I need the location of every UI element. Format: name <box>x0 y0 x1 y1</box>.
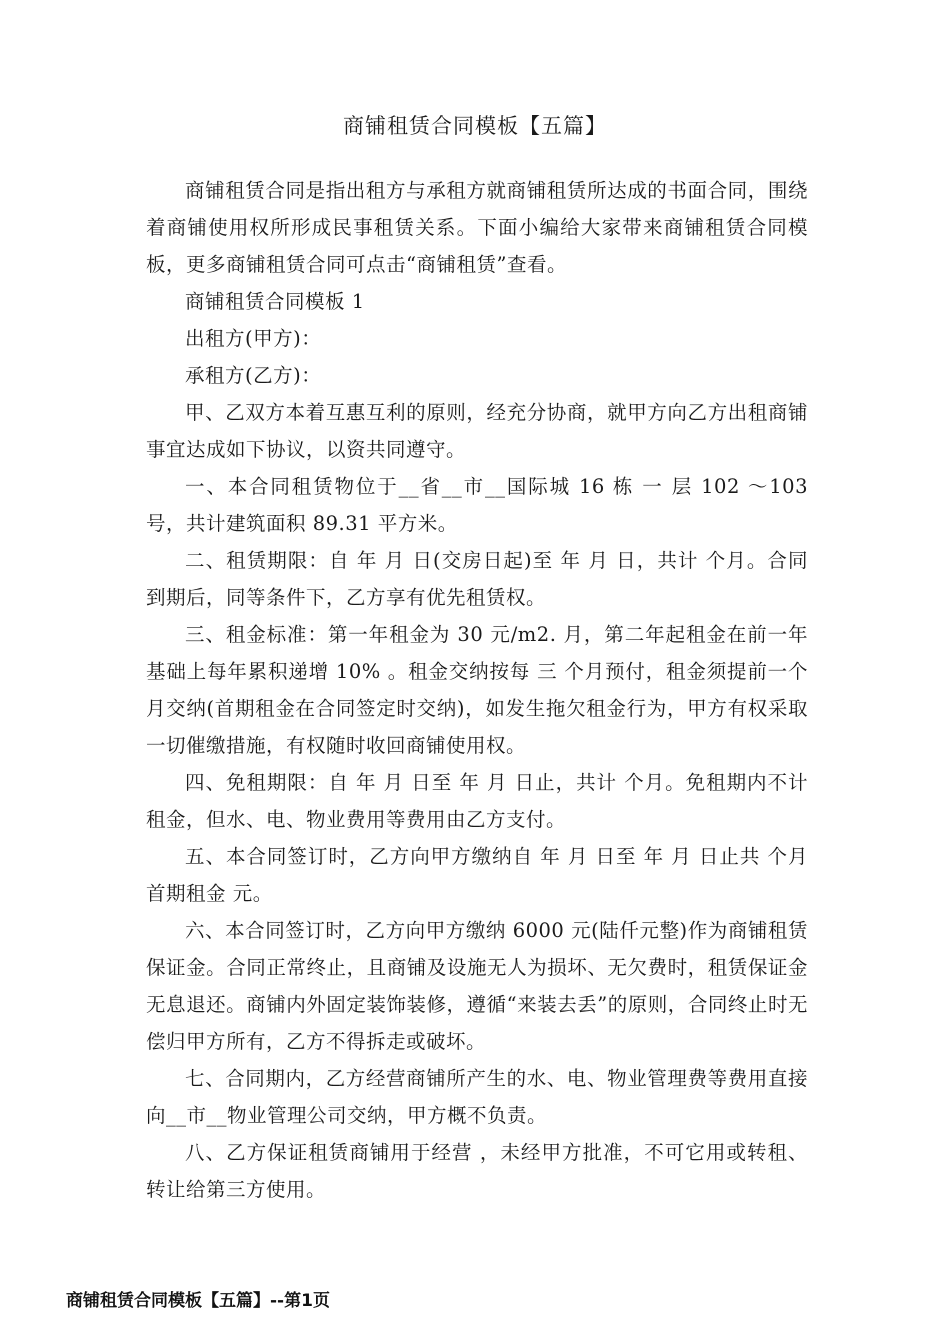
paragraph-lessor: 出租方(甲方)： <box>185 327 322 350</box>
paragraph-clause-5: 五、本合同签订时，乙方向甲方缴纳自 年 月 日至 年 月 日止共 个月首期租金 元。 <box>146 845 808 905</box>
paragraph-clause-2: 二、租赁期限：自 年 月 日(交房日起)至 年 月 日，共计 个月。合同到期后，同等条件下，乙方享有优先租赁权。 <box>146 549 808 609</box>
paragraph-preamble: 甲、乙双方本着互惠互利的原则，经充分协商，就甲方向乙方出租商铺事宜达成如下协议，以资共同遵守。 <box>146 401 808 461</box>
paragraph-template-heading: 商铺租赁合同模板 1 <box>185 290 365 313</box>
paragraph-clause-3: 三、租金标准：第一年租金为 30 元/m2. 月，第二年起租金在前一年基础上每年累积递增 10% 。租金交纳按每 三 个月预付，租金须提前一个月交纳(首期租金在合同签定时交纳)，如发生拖欠租金行为，甲方有权采取一切催缴措施，有权随时收回商铺使用权。 <box>146 623 808 757</box>
paragraph-lessee: 承租方(乙方)： <box>185 364 322 387</box>
document-body <box>146 172 808 1208</box>
paragraph-clause-8: 八、乙方保证租赁商铺用于经营 ，未经甲方批准，不可它用或转租、转让给第三方使用。 <box>146 1141 808 1201</box>
paragraph-clause-1: 一、本合同租赁物位于__省__市__国际城 16 栋 一 层 102 ～103 号，共计建筑面积 89.31 平方米。 <box>146 475 808 535</box>
page-footer: 商铺租赁合同模板【五篇】--第1页 <box>66 1291 330 1311</box>
document-title: 商铺租赁合同模板【五篇】 <box>343 114 607 138</box>
paragraph-intro: 商铺租赁合同是指出租方与承租方就商铺租赁所达成的书面合同，围绕着商铺使用权所形成民事租赁关系。下面小编给大家带来商铺租赁合同模板，更多商铺租赁合同可点击“商铺租赁”查看。 <box>146 179 808 276</box>
paragraph-clause-7: 七、合同期内，乙方经营商铺所产生的水、电、物业管理费等费用直接向__市__物业管理公司交纳，甲方概不负责。 <box>146 1067 808 1127</box>
paragraph-clause-4: 四、免租期限：自 年 月 日至 年 月 日止，共计 个月。免租期内不计租金，但水、电、物业费用等费用由乙方支付。 <box>146 771 808 831</box>
paragraph-clause-6: 六、本合同签订时，乙方向甲方缴纳 6000 元(陆仟元整)作为商铺租赁保证金。合同正常终止，且商铺及设施无人为损坏、无欠费时，租赁保证金无息退还。商铺内外固定装饰装修，遵循“来装去丢”的原则，合同终止时无偿归甲方所有，乙方不得拆走或破坏。 <box>146 919 808 1053</box>
